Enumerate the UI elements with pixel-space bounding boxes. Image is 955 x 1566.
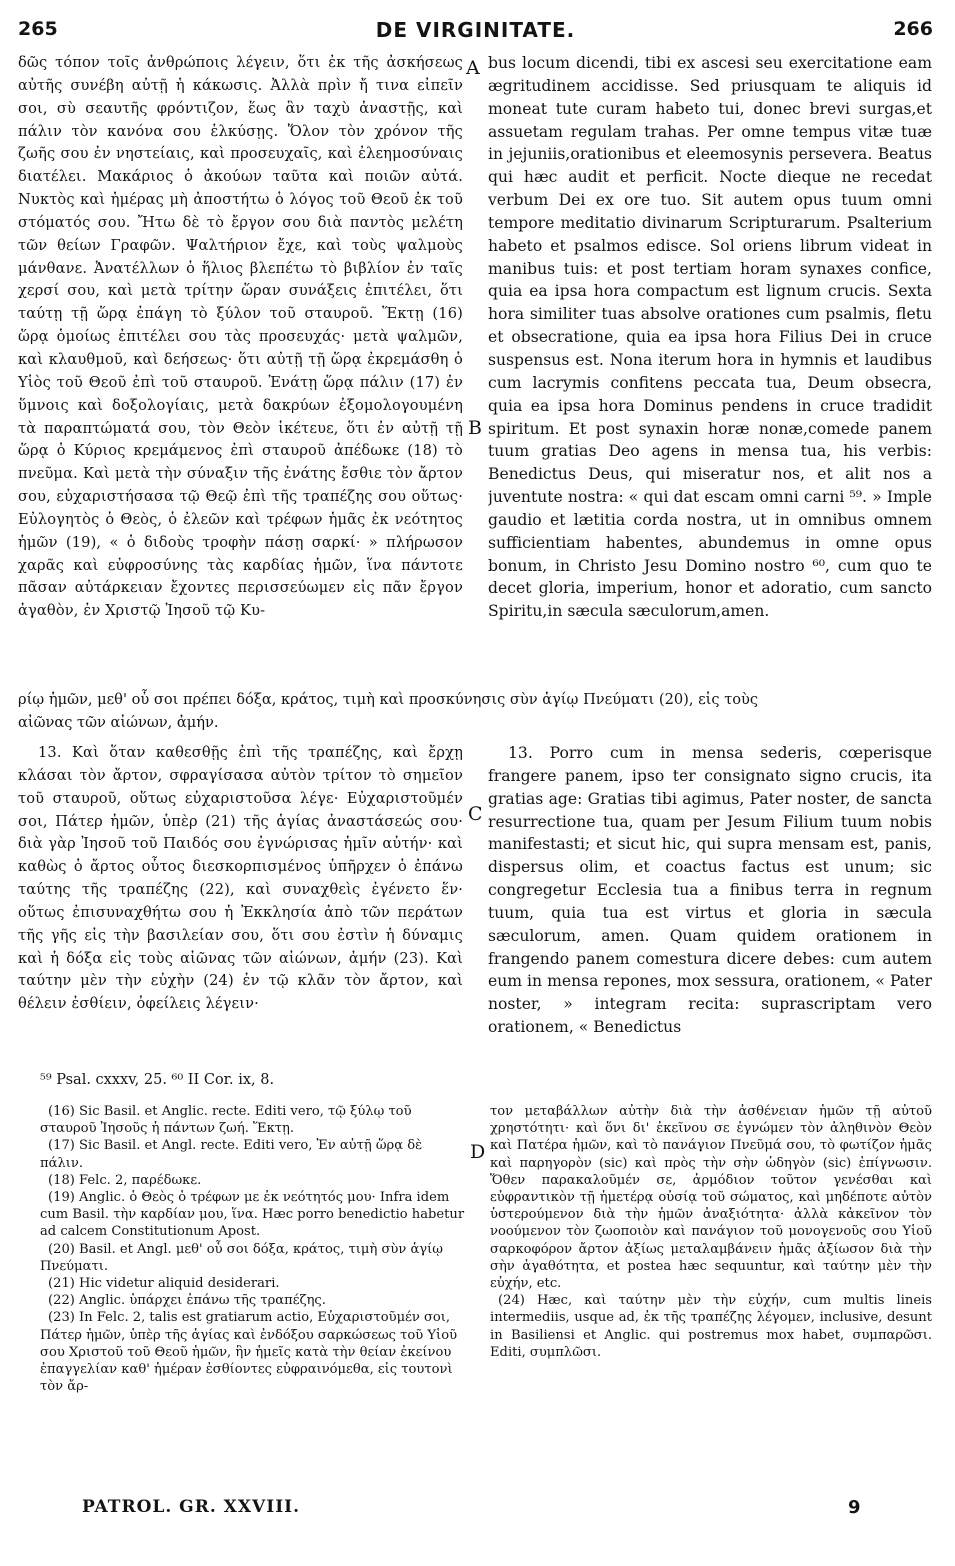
running-header — [18, 18, 933, 48]
footnote: (20) Basil. et Angl. μεθ' οὗ σοι δόξα, κράτος, τιμὴ σὺν ἁγίῳ Πνεύματι. — [40, 1241, 443, 1274]
footnote: (22) Anglic. ὑπάρχει ἐπάνω τῆς τραπέζης. — [48, 1293, 326, 1309]
greek-paragraph-13: 13. Καὶ ὅταν καθεσθῇς ἐπὶ τῆς τραπέζης, καὶ ἔρχῃ κλάσαι τὸν ἄρτον, σφραγίσασα αὐτὸν τρίτον τὸ σημεῖον τοῦ σταυροῦ, οὕτως εὐχαριστοῦσα λέγε· Εὐχαριστοῦμέν σοι, Πάτερ ἡμῶν, ὑπὲρ (21) τῆς ἁγίας ἀναστάσεώς σου· διὰ γὰρ Ἰησοῦ τοῦ Παιδός σου ἐγνώρισας ἡμῖν αὐτήν· καὶ καθὼς ὁ ἄρτος οὗτος διεσκορπισμένος ὑπῆρχεν ὁ ἐπάνω ταύτης τῆς τραπέζης (22), καὶ συναχθεὶς ἐγένετο ἕν· οὕτως ἐπισυναχθήτω σου ἡ Ἐκκλησία ἀπὸ τῶν περάτων τῆς γῆς εἰς τὴν βασιλείαν σου, ὅτι σου ἐστὶν ἡ δύναμις καὶ ἡ δόξα εἰς τοὺς αἰῶνας τῶν αἰώνων, ἀμήν (23). Καὶ ταύτην μὲν τὴν εὐχὴν (24) ἐν τῷ κλᾶν τὸν ἄρτον, καὶ θέλειν ἐσθίειν, ὀφείλεις λέγειν· — [18, 744, 463, 1013]
footnotes-left — [40, 1103, 468, 1477]
page-number-right: 266 — [893, 18, 933, 40]
latin-column-1 — [488, 52, 932, 688]
footnote: (16) Sic Basil. et Anglic. recte. Editi vero, τῷ ξύλῳ τοῦ σταυροῦ Ἰησοῦς ἡ πάντων ζωή. Ἕκτῃ. — [40, 1104, 412, 1137]
greek-column-1 — [18, 52, 463, 710]
footer-collection: PATROL. GR. XXVIII. — [82, 1497, 301, 1517]
footnote-continuation: τον μεταβάλλων αὐτὴν διὰ τὴν ἀσθένειαν ἡμῶν τῇ αὐτοῦ χρηστότητι· καὶ ὅνι δι' ἐκεῖνου σε ἐγνώμεν τὸν ἀληθινὸν Θεὸν καὶ Πατέρα ἡμῶν, καὶ τὸ πανάγιον Πνεῦμά σου, τὸ φωτίζον ἡμᾶς καὶ παρηγορὸν (sic) καὶ πρὸς τὴν σὴν ὡδηγὸν (sic) ἐπίγνωσιν. Ὅθεν παρακαλοῦμέν σε, ἁρμόδιον τοῦτον γενέσθαι καὶ εὐφραντικὸν τῇ ἡμετέρᾳ οὐσίᾳ τοῦ σώματος, καὶ μηδέποτε αὐτὸν ὑστερούμενον διὰ τὴν ἡμῶν ἀναξιότητα· ἀλλὰ κἀκεῖνον τὸν νοούμενον τὸν ζωοποιὸν καὶ πανάγιον τοῦ μονογενοῦς σου Υἱοῦ σαρκοφόρον ἄρτον ἀξίως μεταλαμβάνειν ἡμᾶς ἀξίωσον διὰ τὴν σὴν ἀγαθότητα, et postea hæc sequuntur, καὶ ταύτην μὲν τὴν εὐχήν, etc. — [490, 1104, 932, 1292]
latin-paragraph-1: bus locum dicendi, tibi ex ascesi seu exercitatione eam ægritudinem accidisse. Sed priusquam te aliquis id moneat tute curam habeto tui, donec brevi surgas,et assuetam regulam trahas. Per omne tempus vitæ tuæ in jejuniis,orationibus et eleemosynis persevera. Beatus qui hæc audit et perficit. Nocte dieque ne recedat verbum Dei ex ore tuo. Sit autem opus tuum omni tempore meditatio divinarum Scripturarum. Psalterium habeto et psalmos edisce. Sol oriens librum videat in manibus tuis: et post tertiam horam synaxes confice, quia ea ipsa hora compactum est lignum crucis. Sexta hora similiter tuas absolve orationes cum psalmis, fletu et obsecratione, quia ea ipsa hora Filius Dei in cruce suspensus est. Nona iterum hora in hymnis et laudibus cum lacrymis confitens peccata tua, Deum obsecra, quia ea ipsa hora Dominus pendens in cruce tradidit spiritum. Et post synaxin horæ nonæ,comede panem tuum gratias Deo agens in mensa tua, his verbis: Benedictus Deus, qui miseratur nos, et alit nos a juventute nostra: « qui dat escam omni carni ⁵⁹. » Imple gaudio et lætitia corda nostra, ut in omnibus omnem sufficientiam habentes, abundemus in omne opus bonum, in Christo Jesu Domino nostro ⁶⁰, cum quo te decet gloria, imperium, honor et adoratio, cum sancto Spiritu,in sæcula sæculorum,amen. — [488, 54, 932, 621]
latin-paragraph-13: 13. Porro cum in mensa sederis, cœperisque frangere panem, ipso ter consignato signo crucis, ita gratias age: Gratias tibi agimus, Pater noster, de sancta resurrectione tua, quam per Jesum Filium tuum nobis manifestasti; et sicut hic, qui supra mensam est, panis, dispersus olim, et coactus factus est unum; sic congregetur Ecclesia tua a finibus terra in regnum tuum, quia tua est virtus et gloria in sæcula sæculorum, amen. Quam quidem orationem in frangendo panem comestura dicere debes: cum autem eum in mensa repones, mox sessura, orationem, « Pater noster, » integram recita: suprascriptam vero orationem, « Benedictus — [488, 744, 932, 1037]
greek-column-2 — [18, 742, 463, 1048]
section-marker-d: D — [470, 1141, 486, 1163]
footnotes-right — [490, 1103, 932, 1477]
signature-mark: 9 — [848, 1497, 861, 1518]
page-number-left: 265 — [18, 18, 58, 40]
footnote: (17) Sic Basil. et Angl. recte. Editi vero, Ἐν αὐτῇ ὥρᾳ δὲ πάλιν. — [40, 1138, 423, 1171]
running-title: DE VIRGINITATE. — [375, 18, 576, 42]
footnote: (19) Anglic. ὁ Θεὸς ὁ τρέφων με ἐκ νεότητός μου· Infra idem cum Basil. τὴν καρδίαν μου, ἵνα. Hæc porro benedictio habetur ad calcem Constitutionum Apost. — [40, 1190, 465, 1240]
scripture-references: ⁵⁹ Psal. cxxxv, 25. ⁶⁰ II Cor. ix, 8. — [40, 1072, 275, 1088]
footnote: (21) Hic videtur aliquid desiderari. — [48, 1276, 280, 1292]
footnote: (23) In Felc. 2, talis est gratiarum actio, Εὐχαριστοῦμέν σοι, Πάτερ ἡμῶν, ὑπὲρ τῆς ἁγίας καὶ ἐνδόξου σαρκώσεως τοῦ Υἱοῦ σου Χριστοῦ τοῦ Θεοῦ ἡμῶν, ἣν ἡμεῖς κατὰ τὴν θείαν ἐκείνου ἐπαγγελίαν καθ' ἡμέραν ἐσθίοντες εὐφραινόμεθα, εἰς τουτονὶ τὸν ἄρ- — [40, 1310, 458, 1395]
section-marker-c: C — [468, 803, 483, 825]
greek-paragraph-1: δῶς τόπον τοῖς ἀνθρώποις λέγειν, ὅτι ἐκ τῆς ἀσκήσεως αὐτῆς συνέβη αὐτῇ ἡ κάκωσις. Ἀλλὰ πρὶν ἤ τινα εἰπεῖν σοι, σὺ σεαυτῆς φρόντιζον, ἕως ἂν ταχὺ ἀναστῇς, καὶ πάλιν τὸν κανόνα σου ἑλκύσῃς. Ὅλον τὸν χρόνον τῆς ζωῆς σου ἐν νηστείαις, καὶ προσευχαῖς, καὶ ἐλεημοσύναις διατέλει. Μακάριος ὁ ἀκούων ταῦτα καὶ ποιῶν αὐτά. Νυκτὸς καὶ ἡμέρας μὴ ἀποστήτω ὁ λόγος τοῦ Θεοῦ ἐκ τοῦ στόματός σου. Ἤτω δὲ τὸ ἔργον σου διὰ παντὸς μελέτη τῶν θείων Γραφῶν. Ψαλτήριον ἔχε, καὶ τοὺς ψαλμοὺς μάνθανε. Ἀνατέλλων ὁ ἥλιος βλεπέτω τὸ βιβλίον ἐν ταῖς χερσί σου, καὶ μετὰ τρίτην ὥραν συνάξεις ἐπιτέλει, ὅτι ταύτῃ τῇ ὥρᾳ ἐπάγη τὸ ξύλον τοῦ σταυροῦ. Ἕκτῃ (16) ὥρᾳ ὁμοίως ἐπιτέλει σου τὰς προσευχάς· μετὰ ψαλμῶν, καὶ κλαυθμοῦ, καὶ δεήσεως· ὅτι αὐτῇ τῇ ὥρᾳ ἐκρεμάσθη ὁ Υἱὸς τοῦ Θεοῦ ἐπὶ τοῦ σταυροῦ. Ἐνάτῃ ὥρᾳ πάλιν (17) ἐν ὕμνοις καὶ δοξολογίαις, μετὰ δακρύων ἐξομολογουμένη τὰ παραπτώματά σου, τὸν Θεὸν ἱκέτευε, ὅτι ἐν αὐτῇ τῇ ὥρᾳ ὁ Κύριος κρεμάμενος ἐπὶ σταυροῦ ἀπέδωκε (18) τὸ πνεῦμα. Καὶ μετὰ τὴν σύναξιν τῆς ἐνάτης ἔσθιε τὸν ἄρτον σου, εὐχαριστήσασα τῷ Θεῷ ἐπὶ τῆς τραπέζης σου οὕτως· Εὐλογητὸς ὁ Θεὸς, ὁ ἐλεῶν καὶ τρέφων ἡμᾶς ἐκ νεότητος ἡμῶν (19), « ὁ διδοὺς τροφὴν πάσῃ σαρκί· » πλήρωσον χαρᾶς καὶ εὐφροσύνης τὰς καρδίας ἡμῶν, ἵνα πάντοτε πᾶσαν αὐτάρκειαν ἔχοντες περισσεύωμεν εἰς πᾶν ἔργον ἀγαθὸν, ἐν Χριστῷ Ἰησοῦ τῷ Κυ- — [18, 54, 463, 620]
footnote: (24) Hæc, καὶ ταύτην μὲν τὴν εὐχήν, cum multis lineis intermediis, usque ad, ἐκ τῆς τραπέζης λέγομεν, inclusive, desunt in Basiliensi et Anglic. qui postremus mox habet, συμπαρῶσι. Editi, συμπλῶσι. — [490, 1293, 932, 1360]
latin-column-2 — [488, 742, 932, 1048]
footnote: (18) Felc. 2, παρέδωκε. — [48, 1172, 202, 1188]
section-marker-b: B — [468, 417, 482, 439]
greek-column-1-tail: αἰῶνας τῶν αἰώνων, ἀμήν. — [18, 714, 219, 731]
greek-spanning-line: ρίῳ ἡμῶν, μεθ' οὗ σοι πρέπει δόξα, κράτος, τιμὴ καὶ προσκύνησις σὺν ἁγίῳ Πνεύματι (20), εἰς τοὺς — [18, 691, 759, 708]
section-marker-a: A — [466, 57, 480, 79]
